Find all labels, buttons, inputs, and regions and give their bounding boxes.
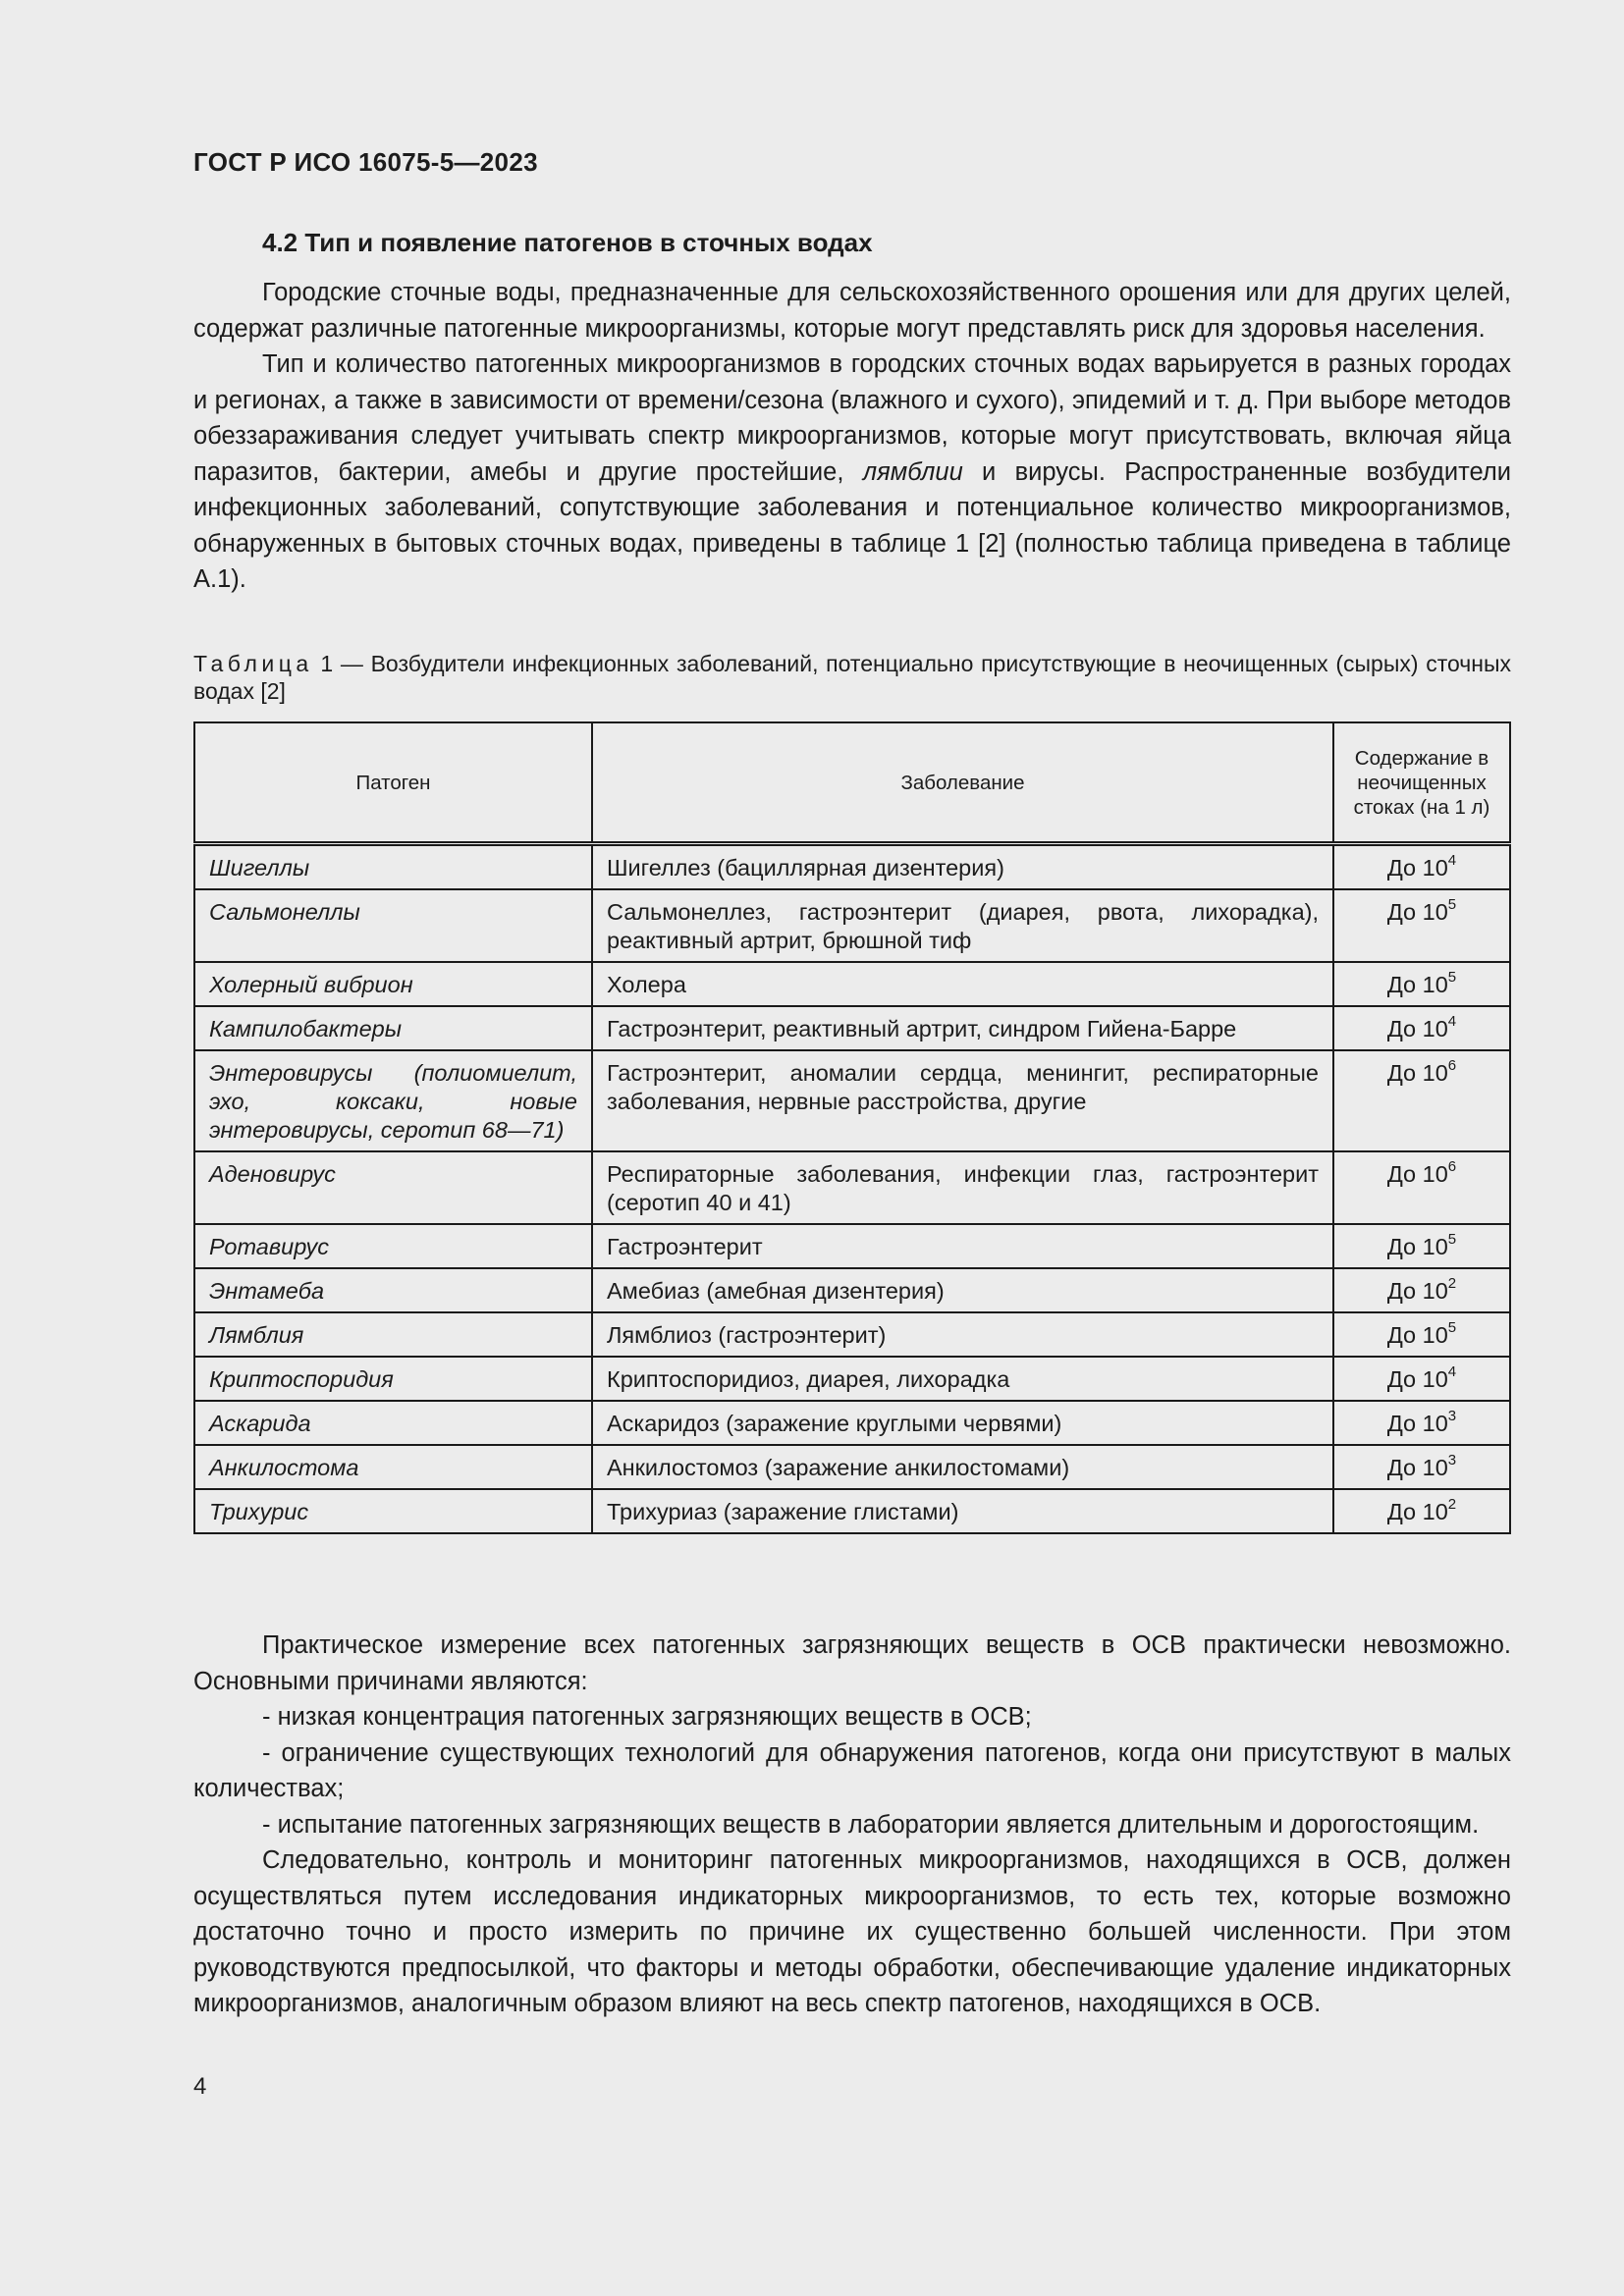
page-number: 4: [193, 2073, 207, 2100]
table-row: [194, 1151, 1510, 1224]
paragraph: Тип и количество патогенных микроорганизмов в городских сточных водах варьируется в разных городах и регионах, а также в зависимости от времени/сезона (влажного и сухого), эпидемий и т. д. При выборе методов обеззараживания следует учитывать спектр микроорганизмов, которые могут присутствовать, включая яйца паразитов, бактерии, амебы и другие простейшие, лямблии и вирусы. Распространенные возбудители инфекционных заболеваний, сопутствующие заболевания и потенциальное количество микроорганизмов, обнаруженных в бытовых сточных водах, приведены в таблице 1 [2] (полностью таблица приведена в таблице А.1).: [193, 350, 1511, 593]
cell-pathogen: Анкилостома: [194, 1445, 592, 1489]
table-row: [194, 1224, 1510, 1268]
table-header-row: [194, 722, 1510, 844]
table-row: [194, 1401, 1510, 1445]
table-row: [194, 1357, 1510, 1401]
table-row: [194, 844, 1510, 890]
cell-pathogen: Аденовирус: [194, 1151, 592, 1224]
pathogen-table: [193, 721, 1511, 1534]
cell-pathogen: Энтамеба: [194, 1268, 592, 1312]
cell-pathogen: Ротавирус: [194, 1224, 592, 1268]
paragraph: Практическое измерение всех патогенных загрязняющих веществ в ОСВ практически невозможно. Основными причинами являются:: [193, 1631, 1511, 1695]
after-table-text: [193, 1628, 1511, 2022]
cell-disease: Гастроэнтерит, аномалии сердца, менингит, респираторные заболевания, нервные расстройства, другие: [592, 1050, 1333, 1151]
cell-disease: Трихуриаз (заражение глистами): [592, 1489, 1333, 1533]
cell-content: До $10^4$: [1333, 1006, 1510, 1050]
cell-content: До $10^2$: [1333, 1268, 1510, 1312]
cell-content: До $10^5$: [1333, 1224, 1510, 1268]
cell-content: До $10^6$: [1333, 1050, 1510, 1151]
cell-content: До $10^3$: [1333, 1401, 1510, 1445]
cell-pathogen: Шигеллы: [194, 844, 592, 890]
cell-pathogen: Криптоспоридия: [194, 1357, 592, 1401]
cell-disease: Шигеллез (бациллярная дизентерия): [592, 844, 1333, 890]
table-row: [194, 1006, 1510, 1050]
cell-content: До $10^3$: [1333, 1445, 1510, 1489]
cell-content: До $10^2$: [1333, 1489, 1510, 1533]
cell-pathogen: Лямблия: [194, 1312, 592, 1357]
cell-content: До $10^5$: [1333, 889, 1510, 962]
cell-disease: Сальмонеллез, гастроэнтерит (диарея, рвота, лихорадка), реактивный артрит, брюшной тиф: [592, 889, 1333, 962]
table-row: [194, 889, 1510, 962]
table-row: [194, 1489, 1510, 1533]
table-row: [194, 1312, 1510, 1357]
cell-content: До $10^4$: [1333, 1357, 1510, 1401]
cell-pathogen: Аскарида: [194, 1401, 592, 1445]
cell-disease: Аскаридоз (заражение круглыми червями): [592, 1401, 1333, 1445]
cell-disease: Респираторные заболевания, инфекции глаз, гастроэнтерит (серотип 40 и 41): [592, 1151, 1333, 1224]
bullet-item: - низкая концентрация патогенных загрязняющих веществ в ОСВ;: [262, 1703, 1032, 1731]
cell-disease: Гастроэнтерит, реактивный артрит, синдром Гийена-Барре: [592, 1006, 1333, 1050]
table-row: [194, 1445, 1510, 1489]
document-code: ГОСТ Р ИСО 16075-5—2023: [193, 147, 538, 177]
cell-content: До $10^6$: [1333, 1151, 1510, 1224]
cell-content: До $10^5$: [1333, 1312, 1510, 1357]
cell-disease: Холера: [592, 962, 1333, 1006]
cell-pathogen: Холерный вибрион: [194, 962, 592, 1006]
table-row: [194, 962, 1510, 1006]
cell-disease: Лямблиоз (гастроэнтерит): [592, 1312, 1333, 1357]
paragraph: Следовательно, контроль и мониторинг патогенных микроорганизмов, находящихся в ОСВ, должен осуществляться путем исследования индикаторных микроорганизмов, то есть тех, которые возможно достаточно точно и просто измерить по причине их существенно большей численности. При этом руководствуются предпосылкой, что факторы и методы обработки, обеспечивающие удаление индикаторных микроорганизмов, аналогичным образом влияют на весь спектр патогенов, находящихся в ОСВ.: [193, 1846, 1511, 2017]
cell-content: До $10^4$: [1333, 844, 1510, 890]
header-content: Содержание в неочищенных стоках (на 1 л): [1333, 722, 1510, 844]
bullet-item: - ограничение существующих технологий для обнаружения патогенов, когда они присутствуют в малых количествах;: [193, 1738, 1511, 1802]
header-disease: Заболевание: [592, 722, 1333, 844]
cell-disease: Анкилостомоз (заражение анкилостомами): [592, 1445, 1333, 1489]
section-title: 4.2 Тип и появление патогенов в сточных водах: [262, 228, 873, 257]
cell-pathogen: Энтеровирусы (полиомиелит, эхо, коксаки, новые энтеровирусы, серотип 68—71): [194, 1050, 592, 1151]
cell-pathogen: Трихурис: [194, 1489, 592, 1533]
paragraph: Городские сточные воды, предназначенные для сельскохозяйственного орошения или для других целей, содержат различные патогенные микроорганизмы, которые могут представлять риск для здоровья населения.: [193, 279, 1511, 343]
cell-pathogen: Кампилобактеры: [194, 1006, 592, 1050]
header-pathogen: Патоген: [194, 722, 592, 844]
cell-disease: Криптоспоридиоз, диарея, лихорадка: [592, 1357, 1333, 1401]
cell-disease: Амебиаз (амебная дизентерия): [592, 1268, 1333, 1312]
cell-disease: Гастроэнтерит: [592, 1224, 1333, 1268]
cell-pathogen: Сальмонеллы: [194, 889, 592, 962]
table-row: [194, 1268, 1510, 1312]
cell-content: До $10^5$: [1333, 962, 1510, 1006]
intro-text: [193, 275, 1511, 598]
bullet-item: - испытание патогенных загрязняющих веществ в лаборатории является длительным и дорогостоящим.: [262, 1810, 1480, 1839]
table-caption: Таблица 1 — Возбудители инфекционных заболеваний, потенциально присутствующие в неочищенных (сырых) сточных водах [2]: [193, 651, 1511, 704]
table-row: [194, 1050, 1510, 1151]
